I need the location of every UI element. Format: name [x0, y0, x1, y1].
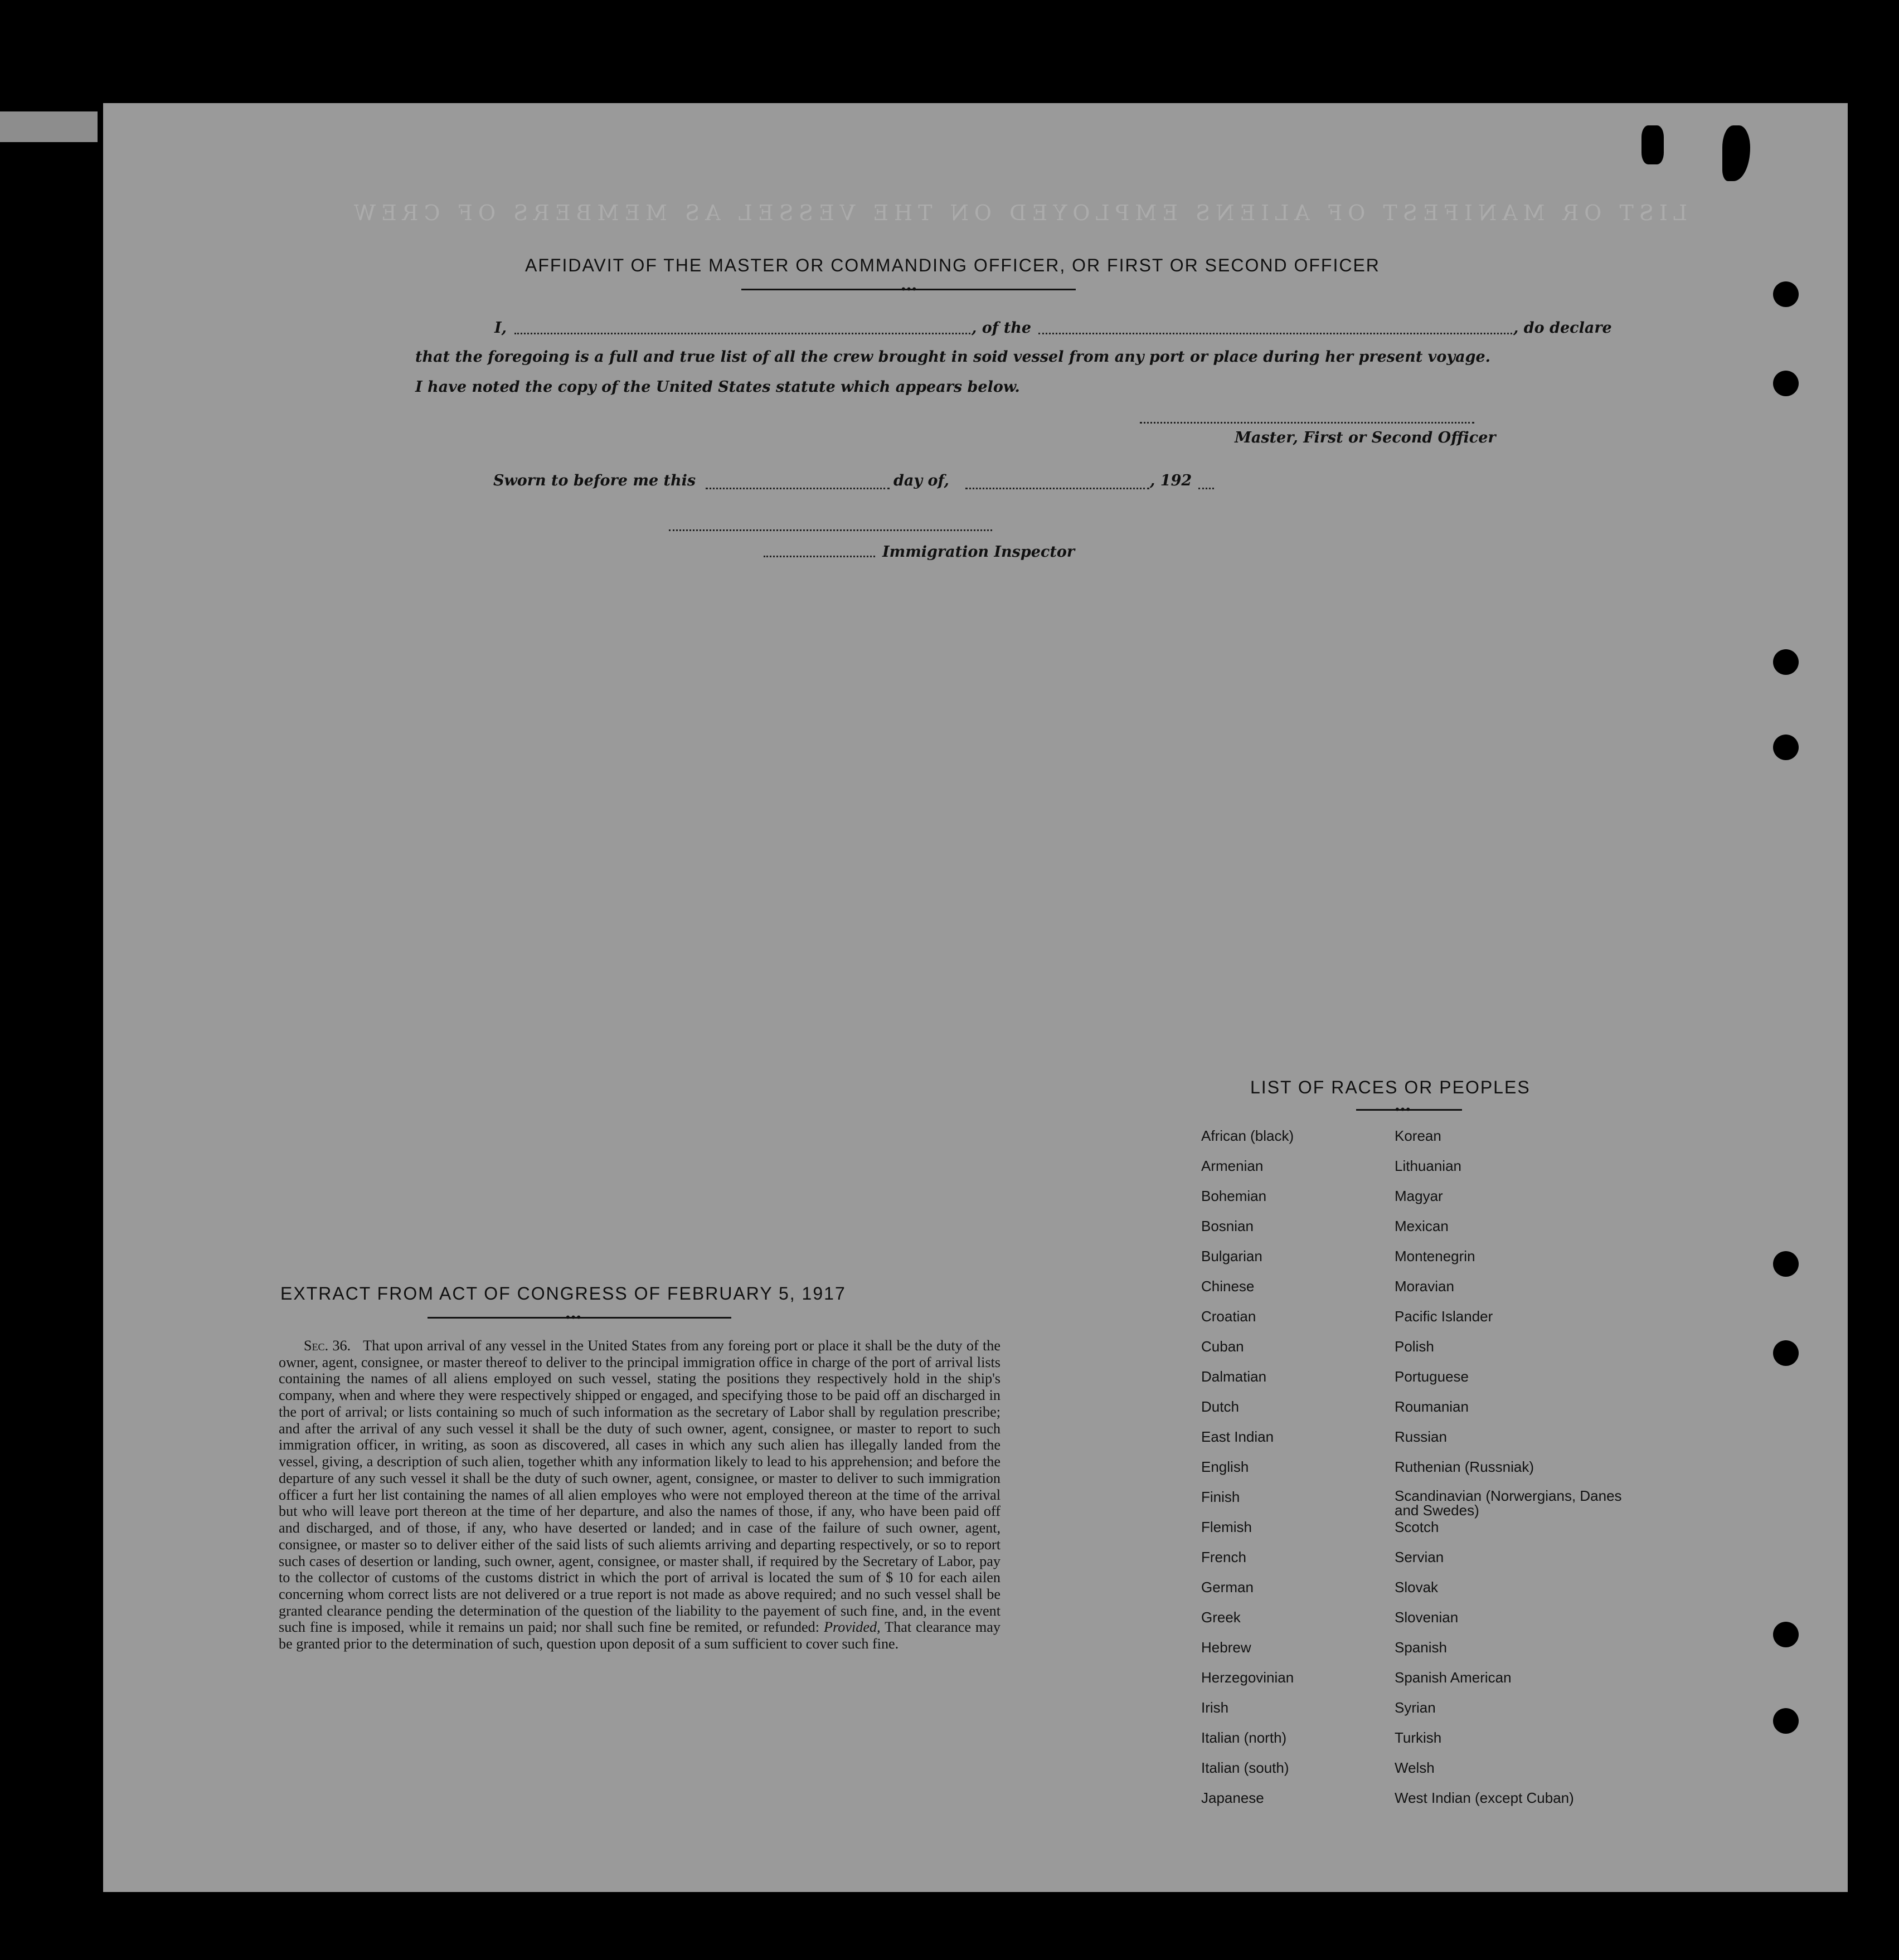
sworn-year-field[interactable]: [1198, 488, 1214, 489]
race-item: Bulgarian: [1201, 1248, 1262, 1264]
race-item: African (black): [1201, 1127, 1294, 1144]
race-item: Armenian: [1201, 1157, 1264, 1174]
affidavit-title: AFFIDAVIT OF THE MASTER OR COMMANDING OFFICER, OR FIRST OR SECOND OFFICER: [525, 255, 1380, 275]
binding-hole: [1773, 1251, 1799, 1277]
race-item: Lithuanian: [1395, 1157, 1461, 1174]
race-item: Roumanian: [1395, 1398, 1469, 1415]
race-item: Scotch: [1395, 1519, 1439, 1535]
of-the-label: , of the: [972, 319, 1032, 337]
provided-word: Provided,: [824, 1619, 881, 1636]
race-item: Italian (south): [1201, 1759, 1289, 1776]
race-item: Moravian: [1395, 1278, 1454, 1295]
race-item: Servian: [1395, 1549, 1444, 1565]
race-item: German: [1201, 1579, 1254, 1596]
race-item: Bohemian: [1201, 1188, 1267, 1204]
race-item: Cuban: [1201, 1338, 1244, 1355]
day-of-label: day of,: [893, 472, 949, 489]
race-item: Spanish: [1395, 1639, 1447, 1656]
race-item: Turkish: [1395, 1729, 1442, 1746]
race-item: Welsh: [1395, 1759, 1435, 1776]
races-title: LIST OF RACES OR PEOPLES: [1250, 1077, 1531, 1097]
race-item: Syrian: [1395, 1699, 1436, 1716]
bleed-through-header: LIST OR MANIFEST OF ALIENS EMPLOYED ON THE VESSEL AS MEMBERS OF CREW: [348, 201, 1688, 225]
film-edge-strip: [0, 111, 98, 142]
races-column-2: [1395, 1127, 1629, 1820]
master-signature-label: Master, First or Second Officer: [1235, 429, 1496, 446]
race-item: Montenegrin: [1395, 1248, 1475, 1264]
inspector-label: Immigration Inspector: [882, 543, 1075, 561]
manifest-sheet: [103, 103, 1848, 1892]
inspector-signature-field[interactable]: [669, 529, 992, 531]
race-item: Portuguese: [1395, 1368, 1469, 1385]
master-signature-field[interactable]: [1140, 422, 1474, 424]
race-item: Flemish: [1201, 1519, 1252, 1535]
race-item: Ruthenian (Russniak): [1395, 1458, 1534, 1475]
race-item: Mexican: [1395, 1218, 1449, 1234]
race-item: Pacific Islander: [1395, 1308, 1493, 1325]
section-36-text: [279, 1338, 1001, 1652]
inspector-name-field[interactable]: [764, 556, 875, 557]
race-item: Polish: [1395, 1338, 1434, 1355]
race-item: East Indian: [1201, 1428, 1274, 1445]
race-item: Herzegovinian: [1201, 1669, 1294, 1686]
sworn-day-field[interactable]: [706, 488, 890, 489]
race-item: Japanese: [1201, 1789, 1264, 1806]
binding-hole: [1773, 735, 1799, 760]
race-item: Slovak: [1395, 1579, 1439, 1596]
binding-hole: [1773, 281, 1799, 307]
race-item: Magyar: [1395, 1188, 1443, 1204]
statute-note: I have noted the copy of the United States statute which appears below.: [415, 378, 1020, 396]
section-tail: That clearance may be granted prior to the determination of such, question upon deposit of a sum sufficient to cover such fine.: [279, 1619, 1001, 1652]
race-item: Slovenian: [1395, 1609, 1459, 1626]
race-item: Korean: [1395, 1127, 1441, 1144]
race-item: Scandinavian (Norwergians, Danes and Swedes): [1395, 1487, 1622, 1519]
section-label: Sec. 36.: [304, 1338, 351, 1354]
race-item: Chinese: [1201, 1278, 1255, 1295]
races-column-1: [1201, 1127, 1294, 1820]
sworn-month-field[interactable]: [965, 488, 1149, 489]
binding-hole: [1773, 371, 1799, 396]
race-item: Hebrew: [1201, 1639, 1251, 1656]
extract-rule-ornament: •••: [566, 1310, 582, 1324]
declarant-i-label: I,: [494, 319, 507, 337]
sworn-label: Sworn to before me this: [493, 472, 696, 489]
race-item: Croatian: [1201, 1308, 1256, 1325]
race-item: Russian: [1395, 1428, 1447, 1445]
binding-hole: [1773, 1622, 1799, 1647]
race-item: Dalmatian: [1201, 1368, 1267, 1385]
race-item: Finish: [1201, 1489, 1240, 1505]
races-rule-ornament: •••: [1395, 1102, 1412, 1116]
race-item: Greek: [1201, 1609, 1241, 1626]
year-label: , 192: [1150, 472, 1192, 489]
race-item: French: [1201, 1549, 1246, 1565]
do-declare-label: , do declare: [1513, 319, 1612, 337]
race-item: Irish: [1201, 1699, 1229, 1716]
binding-hole: [1773, 649, 1799, 675]
declarant-name-field[interactable]: [514, 333, 970, 334]
extract-title: EXTRACT FROM ACT OF CONGRESS OF FEBRUARY 5, 1917: [280, 1283, 846, 1304]
torn-corner-mark: [1641, 125, 1664, 164]
race-item: English: [1201, 1458, 1249, 1475]
binding-hole: [1773, 1340, 1799, 1366]
race-item: Dutch: [1201, 1398, 1239, 1415]
affidavit-statement: that the foregoing is a full and true list of all the crew brought in soid vessel from any port or place during her present voyage.: [415, 348, 1491, 366]
race-item: West Indian (except Cuban): [1395, 1789, 1574, 1806]
binding-hole: [1773, 1708, 1799, 1734]
vessel-name-field[interactable]: [1038, 333, 1512, 334]
race-item: Bosnian: [1201, 1218, 1254, 1234]
race-item: Spanish American: [1395, 1669, 1512, 1686]
race-item: Italian (north): [1201, 1729, 1287, 1746]
section-body: That upon arrival of any vessel in the United States from any foreing port or place it shall be the duty of the owner, agent, consignee, or master thereof to deliver to the principal immigration office in charge of the port of arrival lists containing the names of all aliens employed on such vessel, stating the positions they respectively hold in the ship's company, when and where they were respectively shipped or engaged, and specifying those to be paid off an discharged in the port of arrival; or lists containing so much of such information as the secretary of Labor shall by regulation prescribe; and after the arrival of any such vessel it shall be the duty of such owner, agent, consignee, or master to report to such immigration officer, in writing, as soon as discovered, all cases in which any such alien has illegally landed from the vessel, giving, a description of such alien, together whith any information likely to lead to his apprehension; and before the departure of any such vessel it shall be the duty of such owner, agent, consignee, or master to deliver to such immigration officer a furt her list containing the names of all alien employes who were not employed thereon at the time of the arrival but who will leave port thereon at the time of her departure, and also the names of those, if any, who have been paid off and discharged, and of those, if any, who have deserted or landed; and in case of the failure of such owner, agent, consignee, or master so to deliver either of the said lists of such aliemts arriving and departing respectively, or so to report such cases of desertion or landing, such owner, agent, consignee, or master shall, if required by the Secretary of Labor, pay to the collector of customs of the customs district in which the port of arrival is located the sum of $ 10 for each ailen concerning whom correct lists are not delivered or a true report is not made as above required; and no such vessel shall be granted clearance pending the determination of the question of the liability to the payement of such fine, and, in the event such fine is imposed, while it remains un paid; nor shall such fine be remited, or refunded:: [279, 1338, 1001, 1636]
rule-ornament: •••: [901, 282, 918, 296]
